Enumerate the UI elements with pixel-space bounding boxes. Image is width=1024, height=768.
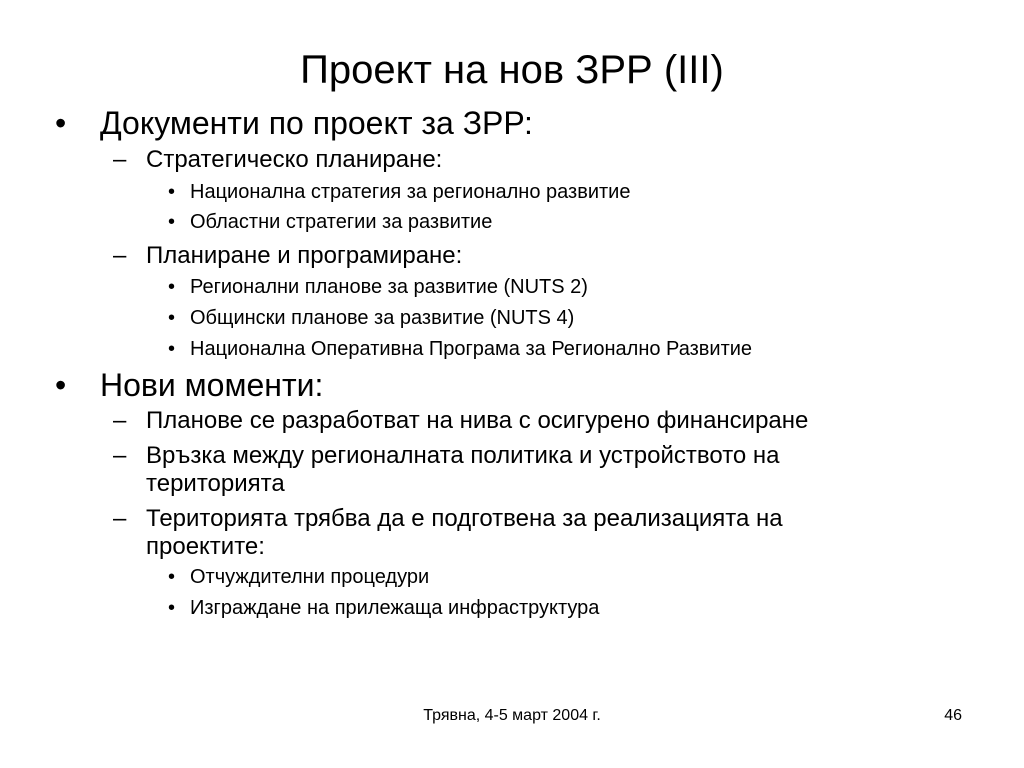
list-item-text: Национална стратегия за регионално развитие [190,181,631,203]
dash-icon: – [113,407,127,434]
list-item [168,306,575,330]
footer-location-date: Трявна, 4-5 март 2004 г. [423,707,601,724]
bullet-icon: • [168,181,176,203]
group-policy-link [113,442,780,498]
group-label-line2: територията [146,470,285,497]
dash-icon: – [113,242,127,269]
list-item-text: Общински планове за развитие (NUTS 4) [190,307,575,329]
bullet-icon: • [168,566,176,588]
dash-icon: – [113,442,127,469]
list-item-text: Отчуждителни процедури [190,566,430,588]
group-label: Планове се разработват на нива с осигурено финансиране [146,407,809,434]
bullet-icon: • [55,105,67,141]
bullet-icon: • [55,367,67,403]
group-label-line2: проектите: [146,533,265,560]
group-label-line1: Територията трябва да е подготвена за реализацията на [146,505,783,532]
bullet-icon: • [168,307,176,329]
list-item-text: Национална Оперативна Програма за Регионално Развитие [190,338,753,360]
list-item [168,210,493,234]
group-label-line1: Връзка между регионалната политика и устройството на [146,442,780,469]
group-strategic-planning [113,146,443,174]
group-label: Стратегическо планиране: [146,146,443,173]
section-new-points [55,366,324,404]
group-planning-programming [113,242,463,270]
group-plans-financing [113,407,809,435]
list-item [168,565,430,589]
list-item [168,596,600,620]
dash-icon: – [113,146,127,173]
bullet-icon: • [168,338,176,360]
list-item [168,275,588,299]
group-label: Планиране и програмиране: [146,242,463,269]
dash-icon: – [113,505,127,532]
group-territory-ready [113,505,783,561]
section-documents [55,104,533,142]
page-number: 46 [944,707,962,724]
section-label: Документи по проект за ЗРР: [100,105,533,141]
list-item-text: Изграждане на прилежаща инфраструктура [190,597,600,619]
list-item-text: Регионални планове за развитие (NUTS 2) [190,276,588,298]
list-item [168,337,753,361]
bullet-icon: • [168,211,176,233]
slide-title: Проект на нов ЗРР (III) [300,48,724,92]
bullet-icon: • [168,597,176,619]
bullet-icon: • [168,276,176,298]
section-label: Нови моменти: [100,367,324,403]
list-item [168,180,631,204]
list-item-text: Областни стратегии за развитие [190,211,493,233]
